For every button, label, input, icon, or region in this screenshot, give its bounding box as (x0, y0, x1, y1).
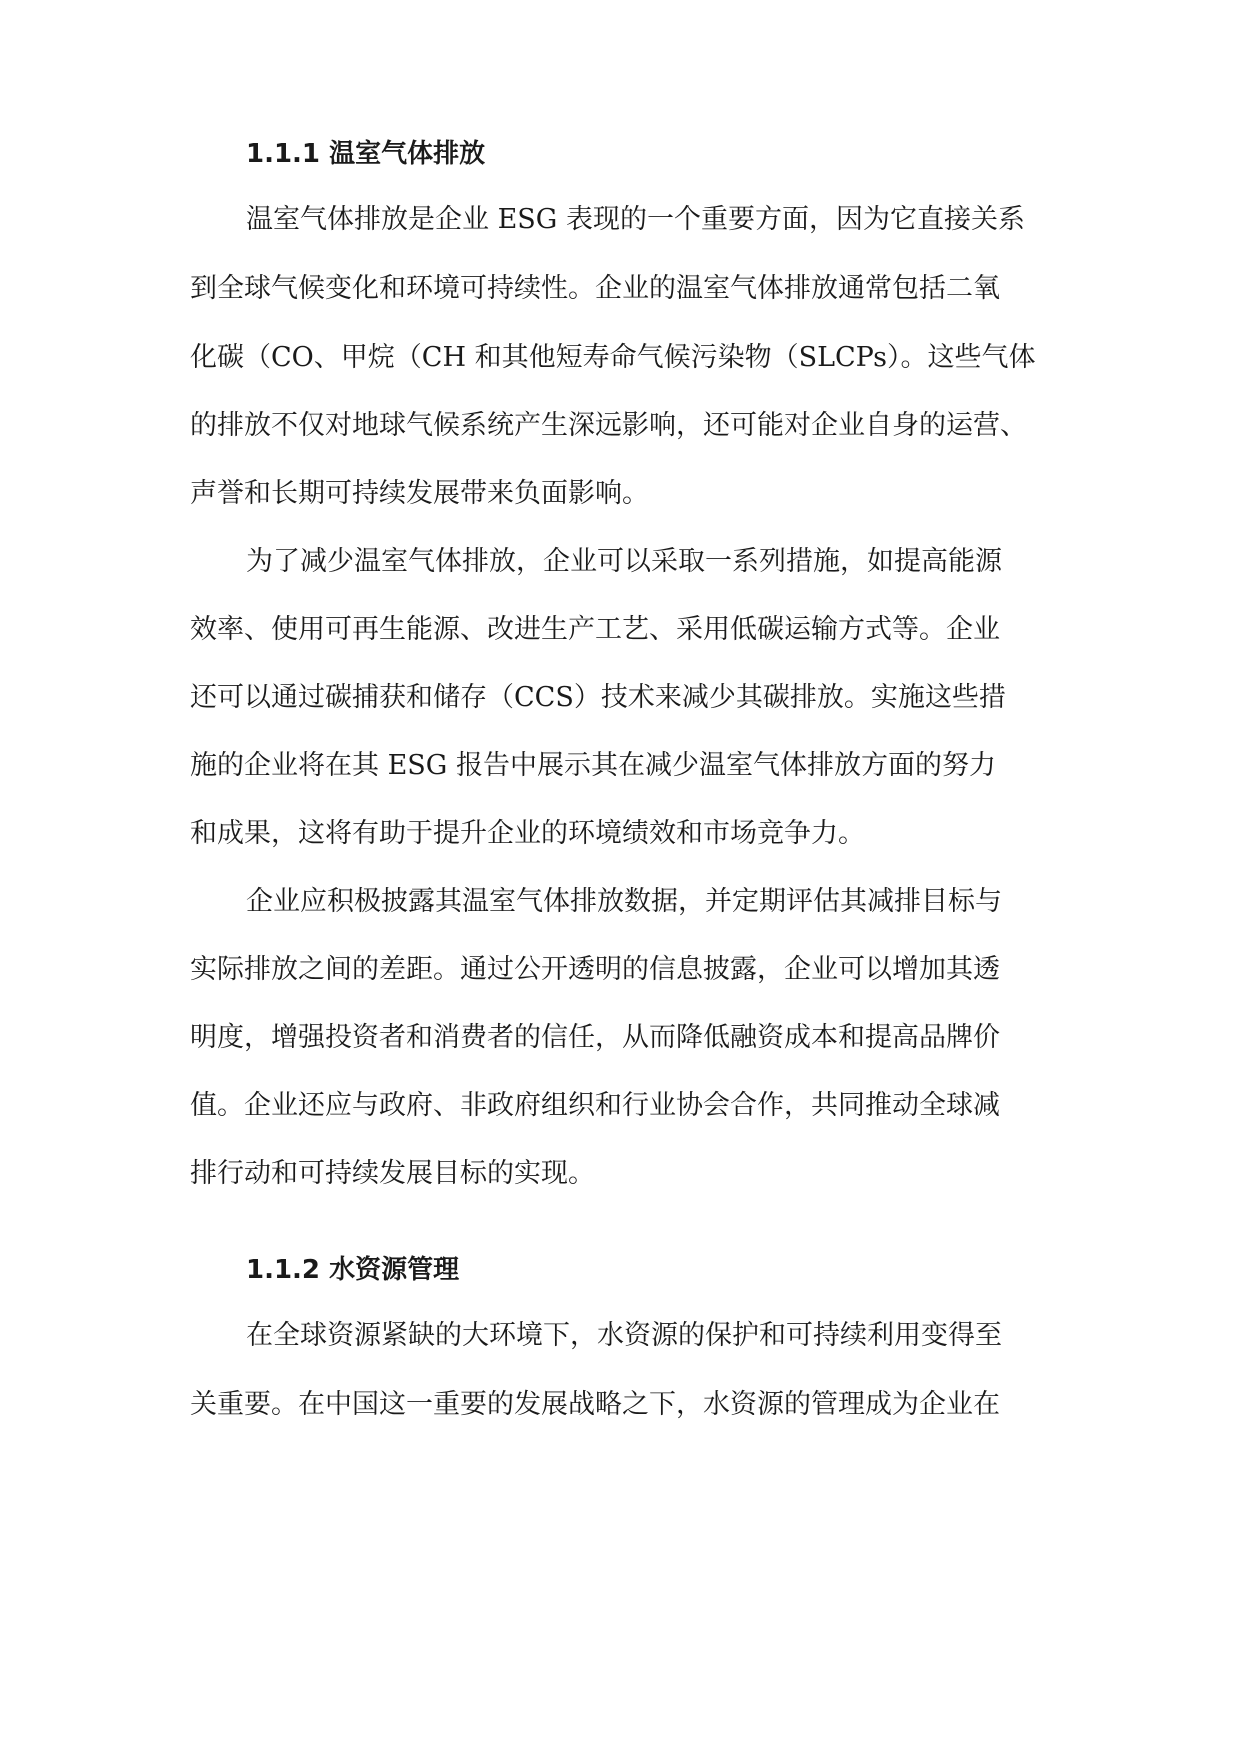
paragraph-line: 实际排放之间的差距。通过公开透明的信息披露，企业可以增加其透 (190, 954, 1000, 985)
paragraph-line: 效率、使用可再生能源、改进生产工艺、采用低碳运输方式等。企业 (190, 614, 1000, 645)
paragraph-line: 关重要。在中国这一重要的发展战略之下，水资源的管理成为企业在 (190, 1389, 1000, 1420)
paragraph-line: 到全球气候变化和环境可持续性。企业的温室气体排放通常包括二氧 (190, 273, 1000, 304)
paragraph-line: 值。企业还应与政府、非政府组织和行业协会合作，共同推动全球减 (190, 1090, 1000, 1121)
paragraph-line: 企业应积极披露其温室气体排放数据，并定期评估其减排目标与 (246, 886, 1002, 917)
paragraph-line: 化碳（CO、甲烷（CH 和其他短寿命气候污染物（SLCPs）。这些气体 (190, 342, 1036, 373)
paragraph-line: 声誉和长期可持续发展带来负面影响。 (190, 478, 649, 509)
section-heading: 1.1.1 温室气体排放 (246, 139, 486, 169)
section-heading: 1.1.2 水资源管理 (246, 1255, 460, 1285)
paragraph-line: 明度，增强投资者和消费者的信任，从而降低融资成本和提高品牌价 (190, 1022, 1000, 1053)
paragraph-line: 和成果，这将有助于提升企业的环境绩效和市场竞争力。 (190, 818, 865, 849)
paragraph-line: 为了减少温室气体排放，企业可以采取一系列措施，如提高能源 (246, 546, 1002, 577)
paragraph-line: 温室气体排放是企业 ESG 表现的一个重要方面，因为它直接关系 (246, 204, 1025, 235)
paragraph-line: 施的企业将在其 ESG 报告中展示其在减少温室气体排放方面的努力 (190, 750, 996, 781)
paragraph-line: 还可以通过碳捕获和储存（CCS）技术来减少其碳排放。实施这些措 (190, 682, 1006, 713)
paragraph-line: 在全球资源紧缺的大环境下，水资源的保护和可持续利用变得至 (246, 1320, 1002, 1351)
paragraph-line: 的排放不仅对地球气候系统产生深远影响，还可能对企业自身的运营、 (190, 410, 1027, 441)
paragraph-line: 排行动和可持续发展目标的实现。 (190, 1158, 595, 1189)
